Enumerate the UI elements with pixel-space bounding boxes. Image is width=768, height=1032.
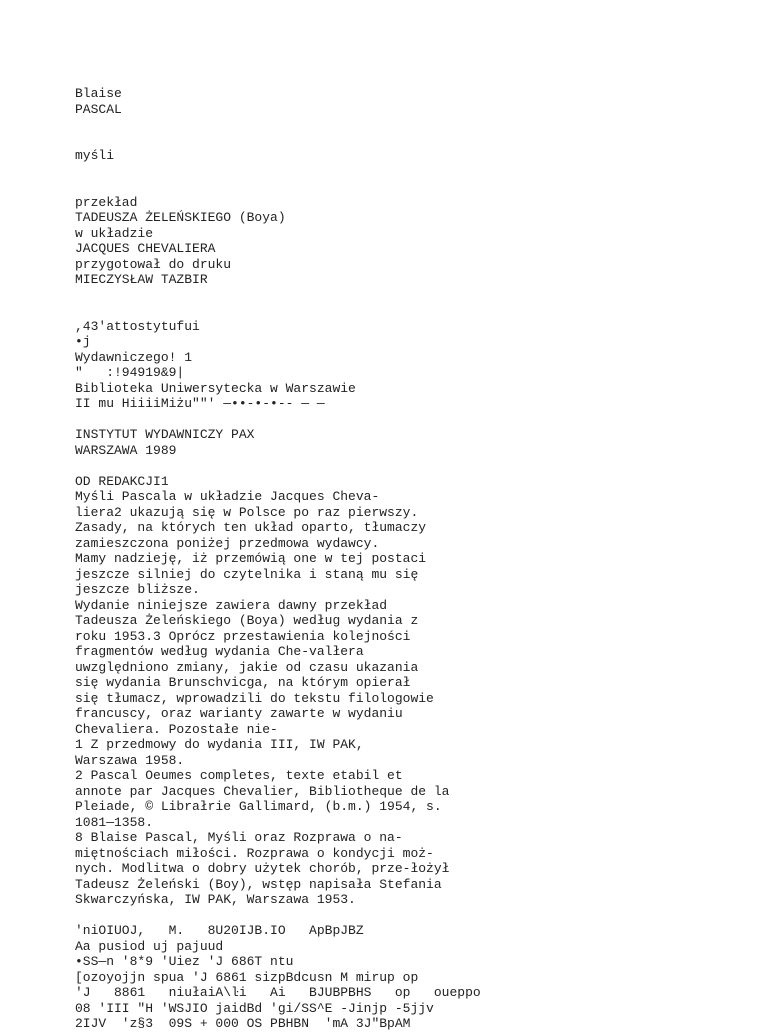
- stamp-line: II mu HiiiiMiżu""' —••-•-•-- — —: [75, 396, 325, 411]
- imprint-line: Aa pusiod uj pajuud: [75, 938, 224, 954]
- footnote-line: miętnościach miłości. Rozprawa o kondycji moż-: [75, 845, 434, 861]
- footnote-line: 8 Blaise Pascal, Myśli oraz Rozprawa o na-: [75, 830, 403, 845]
- credit-line: przygotował do druku: [75, 256, 232, 272]
- footnote-line: 1 Z przedmowy do wydania III, IW PAK,: [75, 737, 364, 752]
- stamp-line: Biblioteka Uniwersytecka w Warszawie: [75, 380, 356, 396]
- author-last-name: PASCAL: [75, 101, 122, 117]
- credits-block: [75, 195, 755, 288]
- body-line: jeszcze bliższe.: [75, 582, 200, 597]
- library-stamp-text: [75, 319, 755, 412]
- footnote-line: 1081—1358.: [75, 814, 154, 830]
- imprint-line: 2IJV 'z§3 09S + 000 OS PBHBN 'mA 3J"BpAM: [75, 1016, 411, 1031]
- body-line: Wydanie niniejsze zawiera dawny przekład: [75, 597, 388, 613]
- stamp-line: •j: [75, 334, 91, 349]
- footnote-line: nych. Modlitwa o dobry użytek chorób, prze-łożył: [75, 861, 450, 876]
- imprint-line: 'J 8861 niułaiA\ŀi Ai BJUBPBHS op oueppo: [75, 985, 481, 1000]
- imprint-line: •SS—n '8*9 'Uiez 'J 686T ntu: [75, 954, 294, 969]
- body-line: się wydania Brunschvicga, na którym opierał: [75, 675, 411, 690]
- body-line: Chevaliera. Pozostałe nie-: [75, 721, 278, 737]
- footnote-line: Skwarczyńska, IW PAK, Warszawa 1953.: [75, 892, 356, 907]
- reversed-imprint-text: [75, 923, 755, 1032]
- credit-line: przekład: [75, 194, 138, 210]
- publisher-block: [75, 427, 755, 458]
- body-line: fragmentów według wydania Che-valłera: [75, 644, 364, 659]
- body-line: uwzględniono zmiany, jakie od czasu ukazania: [75, 659, 419, 675]
- credit-line: TADEUSZA ŻELEŃSKIEGO (Boya): [75, 210, 286, 225]
- footnote-line: Pleiade, © Librałrie Gallimard, (b.m.) 1954, s.: [75, 799, 442, 814]
- stamp-line: " :!94919&9|: [75, 365, 185, 380]
- body-line: Myśli Pascala w układzie Jacques Cheva-: [75, 489, 380, 504]
- imprint-line: 'niOIUOJ, M. 8U20IJB.IO ApBpJBZ: [75, 923, 364, 938]
- author-first-name: Blaise: [75, 86, 122, 101]
- body-line: liera2 ukazują się w Polsce po raz pierwszy.: [75, 504, 419, 520]
- author-name: [75, 86, 755, 117]
- publisher-name: INSTYTUT WYDAWNICZY PAX: [75, 427, 255, 442]
- imprint-line: 08 'III "H 'WSJIO jaidBd 'gi/SS^E -Jinjp -5jjv: [75, 1000, 434, 1016]
- book-title: myśli: [75, 148, 115, 163]
- body-line: zamieszczona poniżej przedmowa wydawcy.: [75, 535, 380, 551]
- stamp-line: ,43'attostytufui: [75, 318, 200, 334]
- document-page: [75, 86, 755, 1032]
- body-line: francuscy, oraz warianty zawarte w wydaniu: [75, 706, 403, 721]
- credit-line: MIECZYSŁAW TAZBIR: [75, 272, 208, 287]
- stamp-line: Wydawniczego! 1: [75, 349, 193, 365]
- credit-line: JACQUES CHEVALIERA: [75, 241, 216, 256]
- footnote-line: annote par Jacques Chevalier, Bibliotheque de la: [75, 783, 450, 799]
- body-line: jeszcze silniej do czytelnika i staną mu się: [75, 566, 419, 582]
- footnote-line: 2 Pascal Oeumes completes, texte etabil et: [75, 768, 403, 783]
- editorial-note: [75, 474, 755, 908]
- credit-line: w układzie: [75, 225, 154, 241]
- body-line: się tłumacz, wprowadzili do tekstu filologowie: [75, 690, 434, 706]
- body-line: OD REDAKCJI1: [75, 473, 169, 489]
- imprint-line: [ozoyojjn spua 'J 6861 sizpBdcusn M mirup op: [75, 969, 419, 985]
- body-line: Tadeusza Żeleńskiego (Boya) według wydania z: [75, 613, 419, 628]
- footnote-line: Warszawa 1958.: [75, 752, 185, 768]
- publisher-place-year: WARSZAWA 1989: [75, 442, 177, 458]
- body-line: Mamy nadzieję, iż przemówią one w tej postaci: [75, 551, 427, 566]
- body-line: roku 1953.3 Oprócz przestawienia kolejności: [75, 628, 411, 644]
- body-line: Zasady, na których ten układ oparto, tłumaczy: [75, 520, 427, 535]
- footnote-line: Tadeusz Żeleński (Boy), wstęp napisała Stefania: [75, 876, 442, 892]
